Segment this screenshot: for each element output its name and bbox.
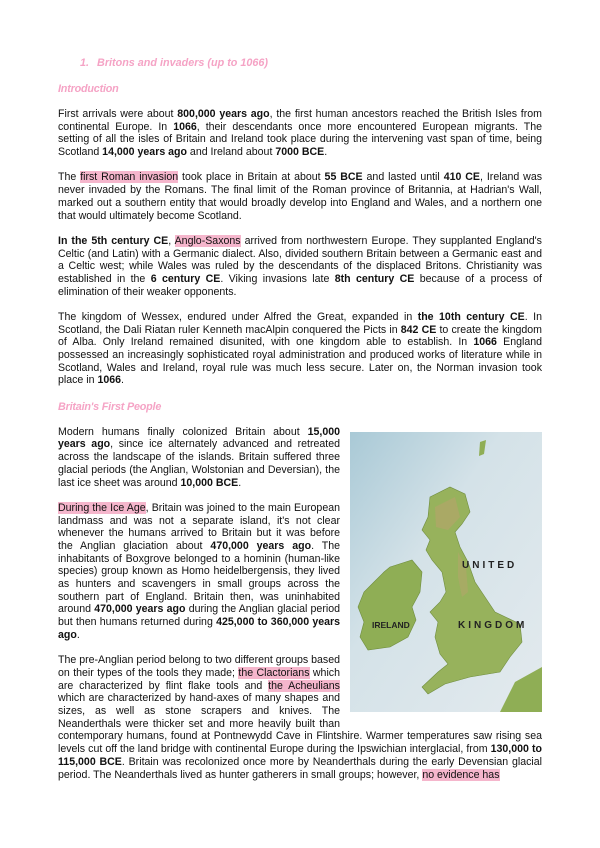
paragraph [58,108,542,159]
bold-text: 425,000 to 360,000 years ago [58,616,341,641]
text-run: , [168,234,175,247]
chapter-title: 1. Britons and invaders (up to 1066) [80,57,268,69]
text-run: to create the kingdom of Alba. Only Ireland remained disunited, with one kingdom able to establish. In [58,323,542,349]
text-run: took place in Britain at about [178,171,325,184]
text-run: The [58,171,81,184]
text-run: which are characterized by flint flake tools and [58,666,340,692]
bold-text: 1066 [97,374,122,387]
text-run: . Britain was recolonized once more by Neanderthals during the early Devensian glacial period. The Neanderthals lived as hunter gatherers in small groups; however, [58,755,542,781]
text-run: which are characterized by hand-axes of many shapes and sizes, as well as stone scrapers and knives. The Neanderthals were thicker set and more heavily built than contemporary humans, found at Pontnewydd Cave in Flintshire. Warmer temperatures saw rising sea levels cut off the land bridge with continental Europe during the Ipswichian interglacial, from [58,692,542,756]
bold-text: 8th century CE [334,272,415,285]
bold-text: 15,000 years ago [58,425,340,451]
highlighted-text: Anglo-Saxons [174,234,241,247]
highlighted-text: the Acheulians [268,679,340,692]
text-run: England possessed an increasingly sophisticated royal administration and produced works of literature while in Scotland, Wales and Ireland, royal rule was much less secure. Later on, the Norman invasion took place in [58,336,543,387]
highlighted-text: During the Ice Age [58,501,146,514]
bold-text: 55 BCE [324,171,363,184]
text-run: arrived from northwestern Europe. They supplanted England's Celtic (and Latin) with a Germanic dialect. Also, divided southern Britain between a Germanic east and a Celtic west; while Wales was ruled by the descendants of the displaced Britons. Christianity was established in the [58,234,542,285]
highlighted-text: the Clactorians [238,666,310,679]
bold-text: 7000 BCE [275,146,325,159]
text-run: , Ireland was never invaded by the Romans. The final limit of the Roman province of Britannia, at Hadrian's Wall, marked out a southern entity that would broadly develop into England and Wales, and a northern one that would ultimately become Scotland. [58,171,543,222]
highlighted-text: first Roman invasion [80,171,179,184]
bold-text: the 10th century CE [417,310,525,323]
text-run: during the Anglian glacial period but then humans returned during [58,603,340,629]
bold-text: 130,000 to 115,000 BCE [58,743,542,768]
text-run: and lasted until [362,171,444,184]
text-run: . The inhabitants of Boxgrove belonged to a hominin (human-like species) group known as Homo heidelbergensis, they lived as hunters and scavengers in small groups across the southern part of England. Britain then, was uninhabited around [58,539,340,616]
bold-text: 842 CE [400,323,437,336]
section-heading-first-people: Britain's First People [58,400,162,413]
bold-text: 470,000 years ago [94,603,186,616]
text-run: Modern humans finally colonized Britain about [58,425,308,438]
paragraph [58,171,542,222]
bold-text: 10,000 BCE [180,476,239,489]
highlighted-text: no evidence has [422,768,500,781]
text-run: . [76,628,80,641]
bold-text: 6 century CE [150,272,221,285]
text-run: . [324,146,328,159]
bold-text: 410 CE [443,171,480,184]
bold-text: 470,000 years ago [210,539,312,552]
text-run: The pre-Anglian period belong to two different groups based on their types of the tools they made; [58,654,340,679]
text-run: and Ireland about [186,146,276,159]
bold-text: 1066 [473,336,497,349]
bold-text: In the 5th century CE [58,234,169,247]
text-run: First arrivals were about [58,108,178,120]
paragraph [58,311,542,387]
bold-text: 800,000 years ago [177,108,270,120]
paragraph [58,235,542,299]
text-run: because of a process of elimination of their weaker opponents. [58,272,542,298]
bold-text: 1066 [173,120,197,133]
text-run: , since ice alternately advanced and retreated across the landscape of the islands. Britain suffered three glacial periods (the Anglian, Wolstonian and Deversian), the last ice sheet was around [58,438,341,489]
bold-text: 14,000 years ago [102,146,187,159]
text-run: , the first human ancestors reached the British Isles from continental Europe. In [58,108,542,133]
text-run: . In Scotland, the Dali Riatan ruler Kenneth macAlpin conquered the Picts in [58,310,542,336]
section-heading-introduction: Introduction [58,83,119,95]
document-page [58,56,542,794]
map-label-kingdom: KINGDOM [458,619,528,631]
text-run: . [121,374,124,387]
text-run: The kingdom of Wessex, endured under Alfred the Great, expanded in [58,310,418,323]
text-run: . Viking invasions late [220,272,335,285]
map-image-british-isles [350,432,542,712]
text-run: , their descendants once more encountered European migrants. The setting of all the isles of Britain and Ireland took place during the intervening vast span of time, being Scotland [58,120,542,159]
map-label-ireland: IRELAND [372,619,410,630]
text-run: , Britain was joined to the main European landmass and was not a separate island, it's not clear whenever the humans arrived to Britain but it was before the Anglian glaciation about [58,501,340,552]
map-label-united: UNITED [462,559,518,571]
text-run: . [238,476,242,489]
